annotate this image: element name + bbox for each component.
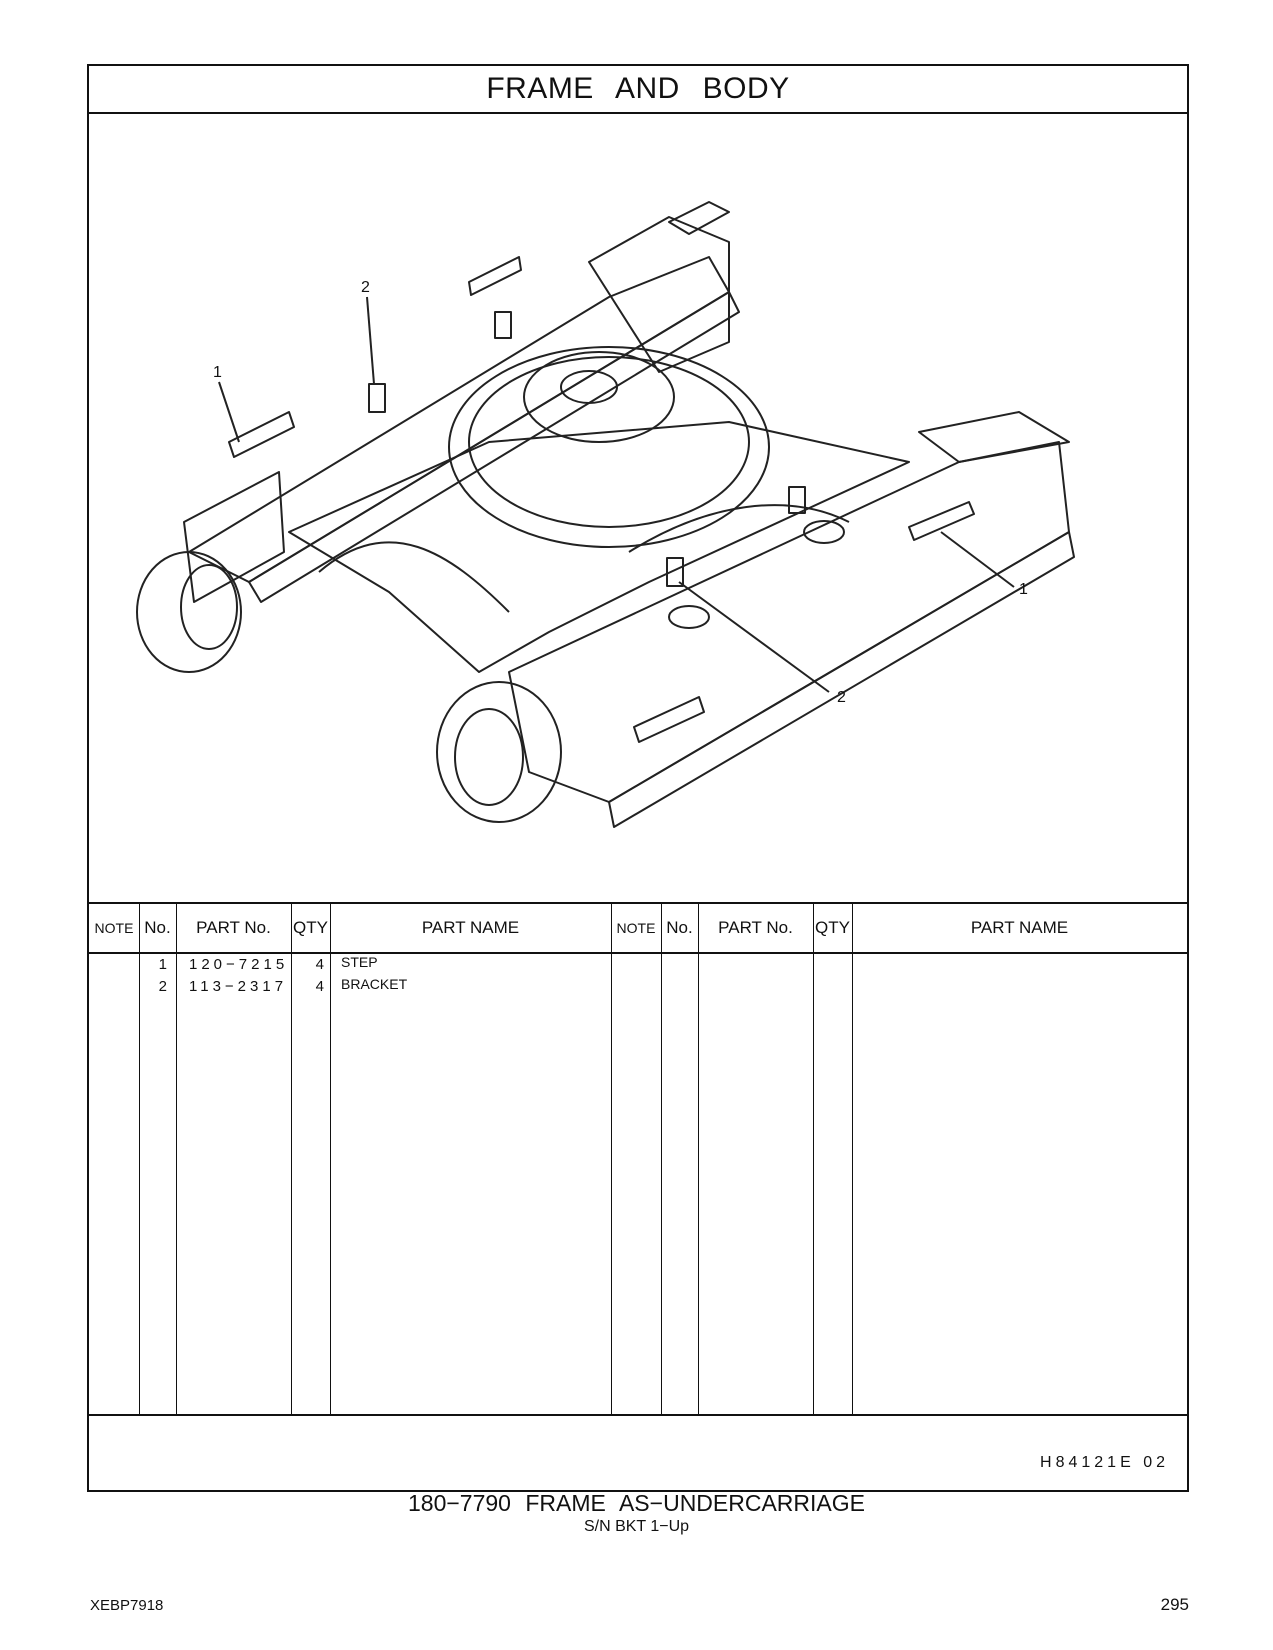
header-part-name-right: PART NAME xyxy=(970,918,1069,937)
row-qty: 4 xyxy=(315,978,324,995)
caption-serial-range: S/N BKT 1−Up xyxy=(583,1518,690,1535)
left-track-frame-side xyxy=(249,292,739,602)
bracket-upper xyxy=(495,312,511,338)
header-note-right: NOTE xyxy=(616,920,656,936)
right-track-frame-side xyxy=(609,532,1074,827)
parts-table-header xyxy=(89,902,1187,954)
header-part-no-left: PART No. xyxy=(196,918,271,937)
row-no: 2 xyxy=(158,978,167,995)
bracket-lower xyxy=(789,487,805,513)
step-1-left xyxy=(229,412,294,457)
header-note-left: NOTE xyxy=(94,920,134,936)
header-part-name-left: PART NAME xyxy=(421,918,520,937)
row-qty: 4 xyxy=(315,956,324,973)
right-idler-bore xyxy=(455,709,523,805)
leader-line-1-right xyxy=(941,532,1014,587)
swing-circle xyxy=(449,347,769,547)
step-upper-left xyxy=(469,257,521,295)
row-part-name: BRACKET xyxy=(341,976,408,992)
left-idler-bore xyxy=(181,565,237,649)
left-rear-plate xyxy=(669,202,729,234)
parts-table-body xyxy=(89,950,1187,1416)
row-part-name: STEP xyxy=(341,954,378,970)
parts-diagram-frame xyxy=(87,64,1189,1492)
header-qty-left: QTY xyxy=(293,918,328,937)
document-code: XEBP7918 xyxy=(90,1597,164,1614)
center-body-curve-left xyxy=(319,542,509,612)
drawing-code: H84121E 02 xyxy=(1040,1454,1169,1471)
callout-1-right: 1 xyxy=(1019,581,1028,598)
caption-title: 180−7790 FRAME AS−UNDERCARRIAGE xyxy=(407,1490,865,1516)
undercarriage-drawing xyxy=(89,112,1187,904)
title-bar xyxy=(89,66,1187,114)
header-qty-right: QTY xyxy=(815,918,850,937)
header-part-no-right: PART No. xyxy=(718,918,793,937)
callout-2-left: 2 xyxy=(361,279,370,296)
step-upper-right xyxy=(909,502,974,540)
row-part-no: 120−7215 xyxy=(189,956,289,973)
page-title: FRAME AND BODY xyxy=(486,72,790,105)
page-number: 295 xyxy=(1160,1595,1189,1614)
leader-line-1-left xyxy=(219,382,239,442)
leader-line-2-right xyxy=(679,582,829,692)
step-1-right xyxy=(634,697,704,742)
leader-line-2-left xyxy=(367,297,374,384)
header-no-left: No. xyxy=(144,918,171,937)
callout-1-left: 1 xyxy=(213,364,222,381)
slot xyxy=(669,606,709,628)
left-track-frame xyxy=(189,257,729,582)
table-footer-divider xyxy=(89,1414,1187,1416)
frame-illustration xyxy=(89,112,1187,904)
bracket-2-left xyxy=(369,384,385,412)
header-no-right: No. xyxy=(666,918,693,937)
row-part-no: 113−2317 xyxy=(189,978,288,995)
callout-2-right: 2 xyxy=(837,689,846,706)
left-rear-housing xyxy=(589,217,729,372)
row-no: 1 xyxy=(158,956,167,973)
